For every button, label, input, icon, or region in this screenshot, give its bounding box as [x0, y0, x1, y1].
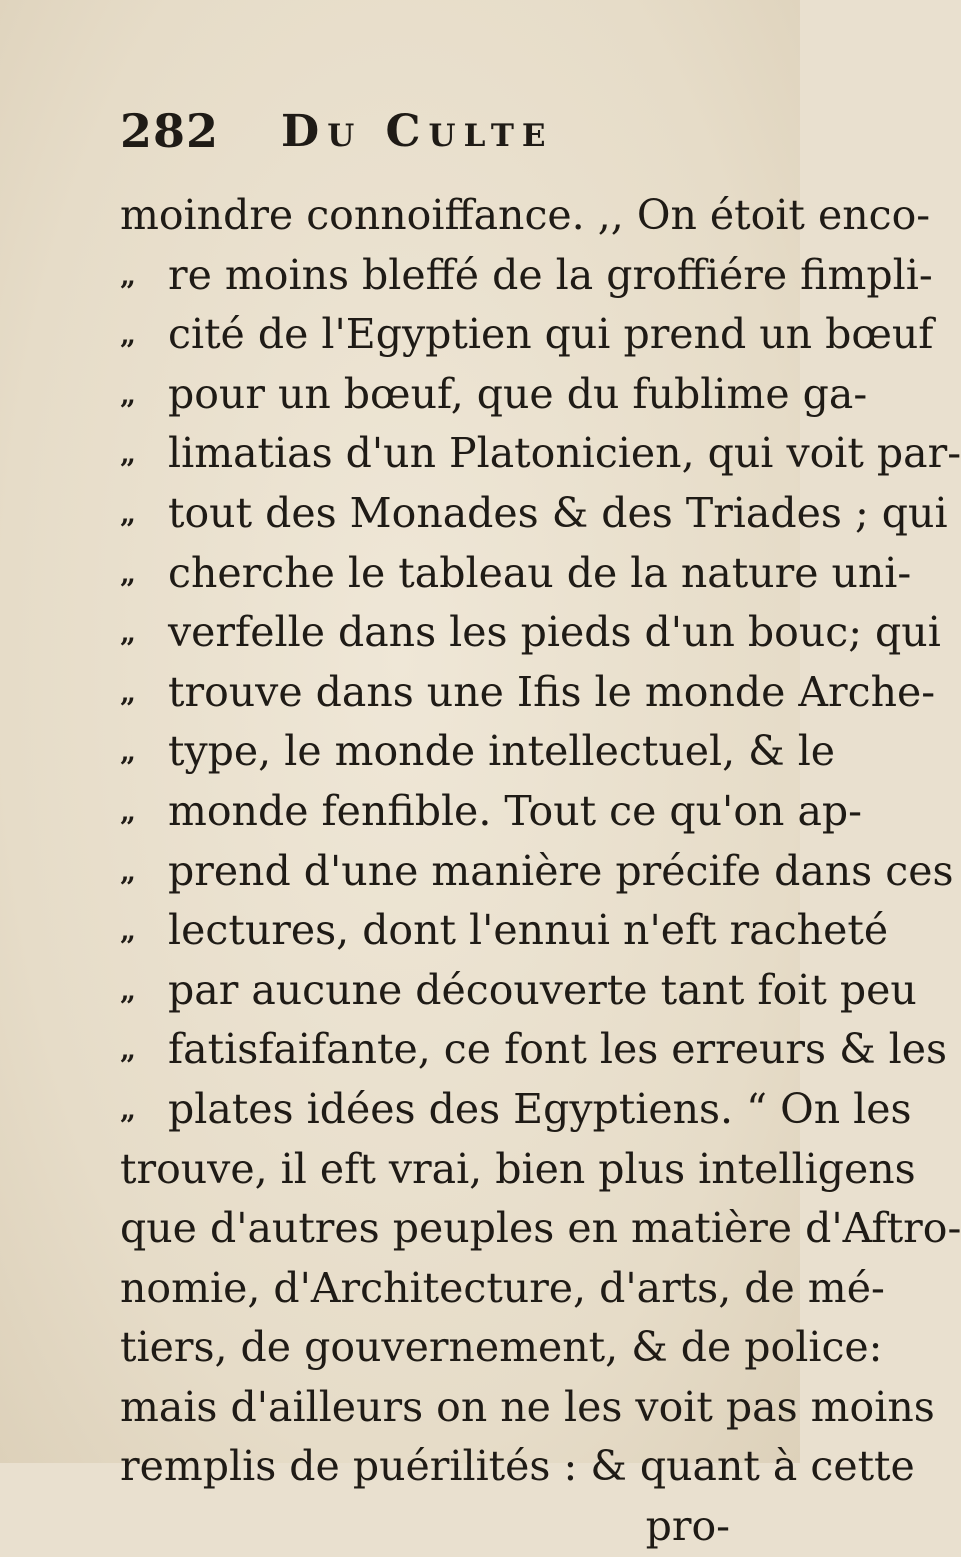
- text-line: tiers, de gouvernement, & de police:: [120, 1323, 883, 1372]
- quote-mark: „: [120, 735, 137, 769]
- quote-mark: „: [120, 258, 137, 292]
- quote-mark: „: [120, 914, 137, 948]
- text-line: que d'autres peuples en matière d'Aftro-: [120, 1204, 961, 1253]
- text-line: „ monde fenfible. Tout ce qu'on ap-: [120, 782, 730, 842]
- text-line: nomie, d'Architecture, d'arts, de mé-: [120, 1263, 885, 1312]
- page-number: 282: [120, 104, 220, 158]
- quote-mark: „: [120, 556, 137, 590]
- text-line: „ type, le monde intellectuel, & le: [120, 722, 730, 782]
- quote-mark: „: [120, 794, 137, 828]
- text-line: „ par aucune découverte tant foit peu: [120, 961, 730, 1021]
- running-head: Du Culte: [281, 105, 554, 157]
- body-text: [120, 186, 961, 1557]
- text-line: „ prend d'une manière précife dans ces: [120, 842, 730, 902]
- text-line: „ cité de l'Egyptien qui prend un bœuf: [120, 305, 730, 365]
- text-line: remplis de puérilités : & quant à cette: [120, 1442, 915, 1491]
- text-line: „ plates idées des Egyptiens. “ On les: [120, 1080, 730, 1140]
- quote-mark: „: [120, 854, 137, 888]
- text-line: trouve, il eft vrai, bien plus intelligens: [120, 1144, 916, 1193]
- text-line: mais d'ailleurs on ne les voit pas moins: [120, 1382, 935, 1431]
- quote-mark: „: [120, 675, 137, 709]
- quote-mark: „: [120, 437, 137, 471]
- quote-mark: „: [120, 318, 137, 352]
- text-line: „ limatias d'un Platonicien, qui voit par-: [120, 424, 730, 484]
- text-line: „ verfelle dans les pieds d'un bouc; qui: [120, 603, 730, 663]
- page-header: [120, 96, 720, 166]
- text-line: „ lectures, dont l'ennui n'eft racheté: [120, 901, 730, 961]
- quote-mark: „: [120, 1033, 137, 1067]
- text-line: „ tout des Monades & des Triades ; qui: [120, 484, 730, 544]
- text-line: „ re moins bleffé de la groffiére fimpli-: [120, 246, 730, 306]
- catchword: pro-: [645, 1502, 730, 1551]
- text-line: „ pour un bœuf, que du fublime ga-: [120, 365, 730, 425]
- text-line: „ fatisfaifante, ce font les erreurs & les: [120, 1020, 730, 1080]
- quote-mark: „: [120, 377, 137, 411]
- quote-mark: „: [120, 496, 137, 530]
- quote-mark: „: [120, 1092, 137, 1126]
- quote-mark: „: [120, 973, 137, 1007]
- text-line: moindre connoiffance. ,, On étoit enco-: [120, 191, 931, 239]
- quote-mark: „: [120, 616, 137, 650]
- text-line: „ trouve dans une Ifis le monde Arche-: [120, 663, 730, 723]
- text-line: „ cherche le tableau de la nature uni-: [120, 544, 730, 604]
